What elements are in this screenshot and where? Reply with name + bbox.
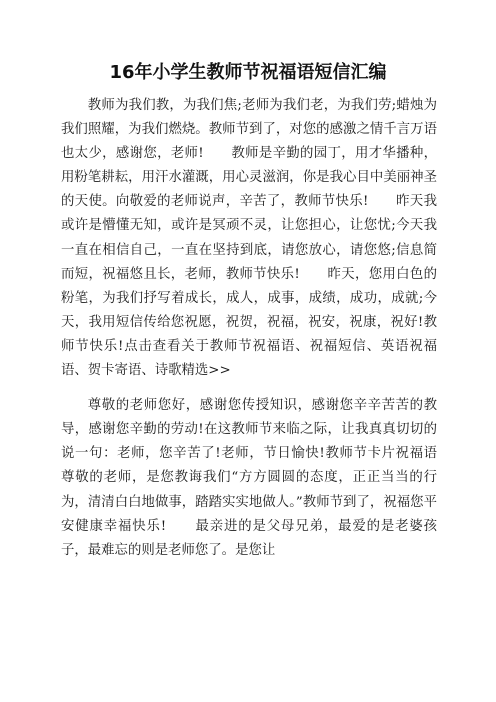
paragraph-2: 尊敬的老师您好，感谢您传授知识，感谢您辛辛苦苦的教导，感谢您辛勤的劳动!在这教师节来临之际，让我真真切切的说一句：老师，您辛苦了!老师，节日愉快!教师节卡片祝福语 尊敬的老师，是您教诲我们“方方圆圆的态度，正正当当的行为，清清白白地做事，踏踏实实地做人。”教师节到了，祝福您平安健康幸福快乐! 最亲进的是父母兄弟，最爱的是老婆孩子，最难忘的则是老师您了。是您让 bbox=[61, 398, 464, 558]
document-body bbox=[61, 94, 464, 563]
paragraph-1: 教师为我们教，为我们焦;老师为我们老，为我们劳;蜡烛为我们照耀，为我们燃烧。教师节到了，对您的感激之情千言万语也太少，感谢您，老师! 教师是辛勤的园丁，用才华播种，用粉笔耕耘，用汗水灌溉，用心灵滋润，你是我心目中美丽神圣的天使。向敬爱的老师说声，辛苦了，教师节快乐! 昨天我或许是懵懂无知，或许是冥顽不灵，让您担心，让您忧;今天我一直在相信自己，一直在坚持到底，请您放心，请您悠;信息简而短，祝福悠且长，老师，教师节快乐! 昨天，您用白色的粉笔，为我们抒写着成长，成人，成事，成绩，成功，成就;今天，我用短信传给您祝愿，祝贺，祝福，祝安，祝康，祝好!教师节快乐!点击查看关于教师节祝福语、祝福短信、英语祝福语、贺卡寄语、诗歌精选>> bbox=[61, 98, 437, 379]
document-title: 16年小学生教师节祝福语短信汇编 bbox=[109, 62, 387, 83]
